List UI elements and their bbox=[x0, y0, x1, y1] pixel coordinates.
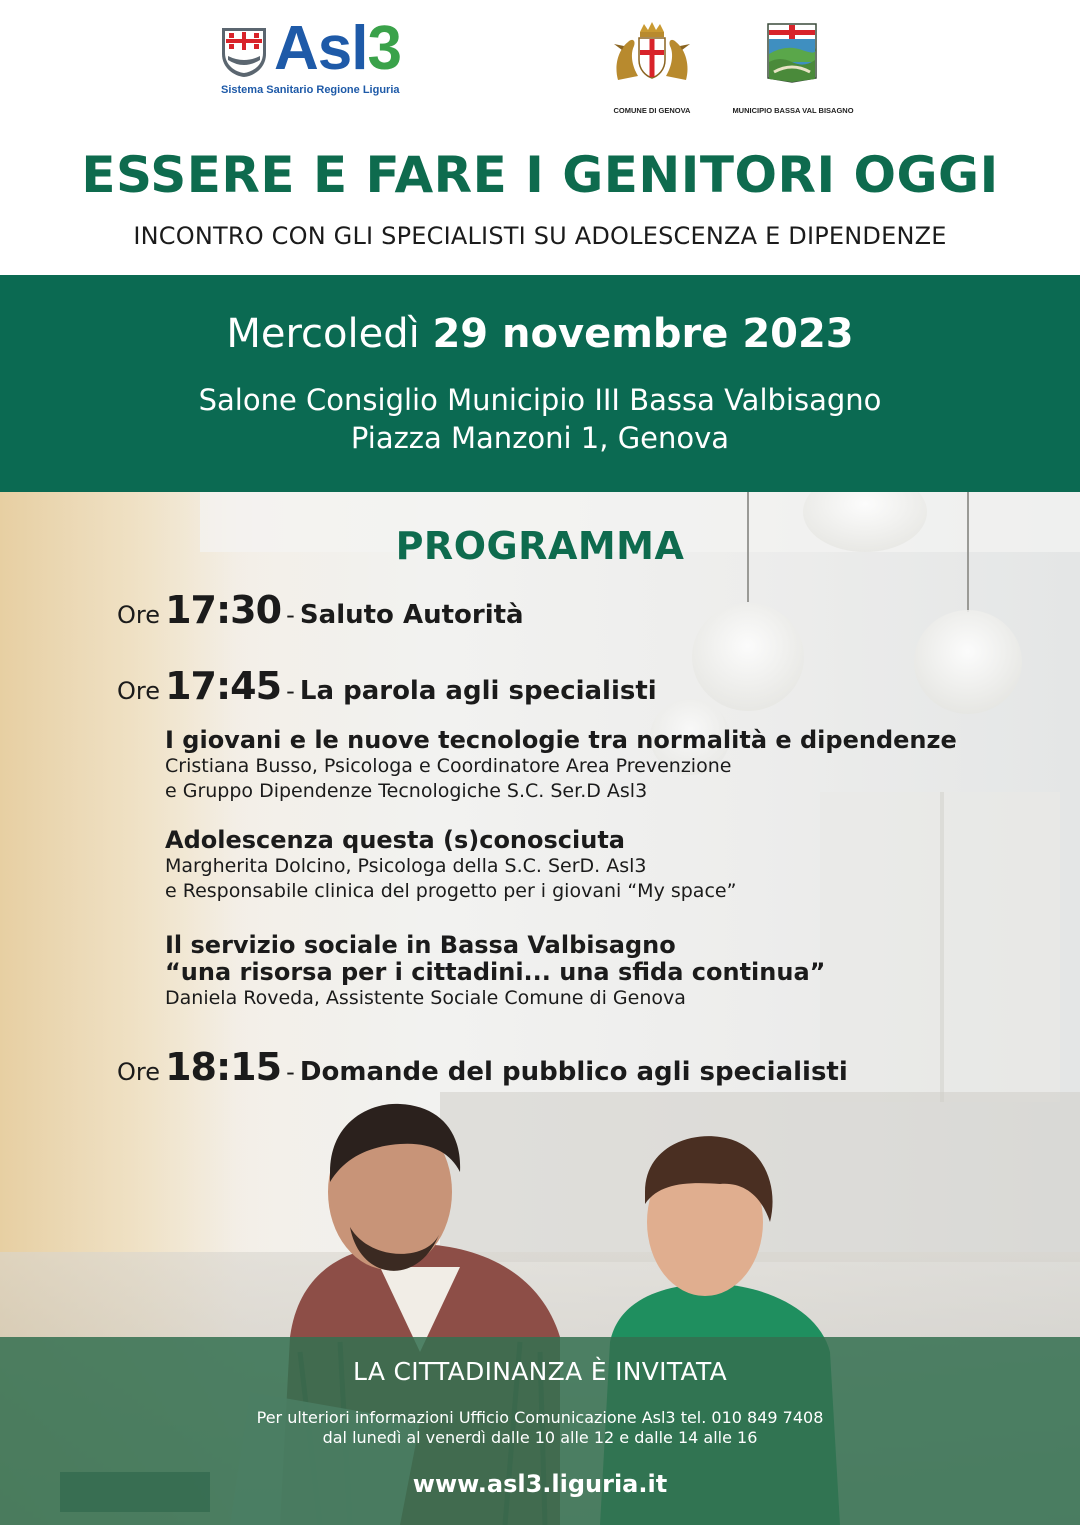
municipio-bassa-val-bisagno-label: MUNICIPIO BASSA VAL BISAGNO bbox=[732, 106, 854, 115]
contact-hours: dal lunedì al venerdì dalle 10 alle 12 e dalle 14 alle 16 bbox=[322, 1428, 758, 1447]
talk-speaker: Margherita Dolcino, Psicologa della S.C. SerD. Asl3 bbox=[165, 855, 647, 877]
asl3-wordmark: Asl3 bbox=[274, 14, 401, 83]
comune-di-genova-logo bbox=[604, 20, 700, 115]
municipio-coat-of-arms-icon bbox=[766, 22, 818, 84]
talk-title: Adolescenza questa (s)conosciuta bbox=[165, 826, 625, 854]
asl3-logo bbox=[220, 14, 440, 102]
program-talk bbox=[165, 827, 736, 904]
talk-speaker-role: e Gruppo Dipendenze Tecnologiche S.C. Ser.D Asl3 bbox=[165, 780, 648, 802]
program-talk bbox=[165, 932, 825, 1011]
page-subtitle: INCONTRO CON GLI SPECIALISTI SU ADOLESCENZA E DIPENDENZE bbox=[133, 222, 947, 250]
slot-time: 17:45 bbox=[165, 664, 282, 708]
talk-title-quote: “una risorsa per i cittadini... una sfida continua” bbox=[165, 958, 826, 986]
talk-title: Il servizio sociale in Bassa Valbisagno bbox=[165, 931, 676, 959]
slot-label: Saluto Autorità bbox=[299, 600, 524, 630]
comune-di-genova-label: COMUNE DI GENOVA bbox=[613, 106, 691, 115]
slot-time: 18:15 bbox=[165, 1045, 282, 1089]
talk-speaker: Daniela Roveda, Assistente Sociale Comune di Genova bbox=[165, 987, 686, 1009]
program-slot bbox=[117, 588, 524, 632]
liguria-shield-icon bbox=[220, 26, 268, 78]
event-info-band bbox=[0, 275, 1080, 492]
event-venue: Salone Consiglio Municipio III Bassa Valbisagno bbox=[198, 383, 882, 417]
event-date bbox=[0, 311, 1080, 357]
website-link[interactable]: www.asl3.liguria.it bbox=[412, 1470, 668, 1498]
genova-coat-of-arms-icon bbox=[612, 20, 692, 84]
footer-band bbox=[0, 1337, 1080, 1525]
page-title: ESSERE E FARE I GENITORI OGGI bbox=[81, 146, 999, 204]
slot-dash: - bbox=[286, 601, 295, 629]
slot-ore: Ore bbox=[117, 677, 160, 705]
slot-label: Domande del pubblico agli specialisti bbox=[299, 1057, 848, 1087]
invitation-text: LA CITTADINANZA È INVITATA bbox=[353, 1357, 727, 1386]
event-weekday: Mercoledì bbox=[226, 311, 420, 357]
slot-label: La parola agli specialisti bbox=[299, 676, 657, 706]
slot-time: 17:30 bbox=[165, 588, 282, 632]
slot-dash: - bbox=[286, 1058, 295, 1086]
event-address: Piazza Manzoni 1, Genova bbox=[350, 421, 730, 455]
program-talk bbox=[165, 727, 957, 804]
talk-speaker: Cristiana Busso, Psicologa e Coordinatore Area Prevenzione bbox=[165, 755, 732, 777]
municipio-bassa-val-bisagno-logo bbox=[722, 20, 864, 115]
header bbox=[0, 0, 1080, 275]
event-day: 29 novembre 2023 bbox=[432, 311, 854, 357]
talk-speaker-role: e Responsabile clinica del progetto per i giovani “My space” bbox=[165, 880, 737, 902]
asl3-tagline: Sistema Sanitario Regione Liguria bbox=[221, 84, 400, 96]
talk-title: I giovani e le nuove tecnologie tra normalità e dipendenze bbox=[165, 726, 957, 754]
slot-dash: - bbox=[286, 677, 295, 705]
slot-ore: Ore bbox=[117, 1058, 160, 1086]
program-slot bbox=[117, 664, 657, 708]
contact-info: Per ulteriori informazioni Ufficio Comunicazione Asl3 tel. 010 849 7408 bbox=[256, 1408, 824, 1427]
program-slot bbox=[117, 1045, 848, 1089]
program-title: PROGRAMMA bbox=[395, 524, 685, 568]
slot-ore: Ore bbox=[117, 601, 160, 629]
